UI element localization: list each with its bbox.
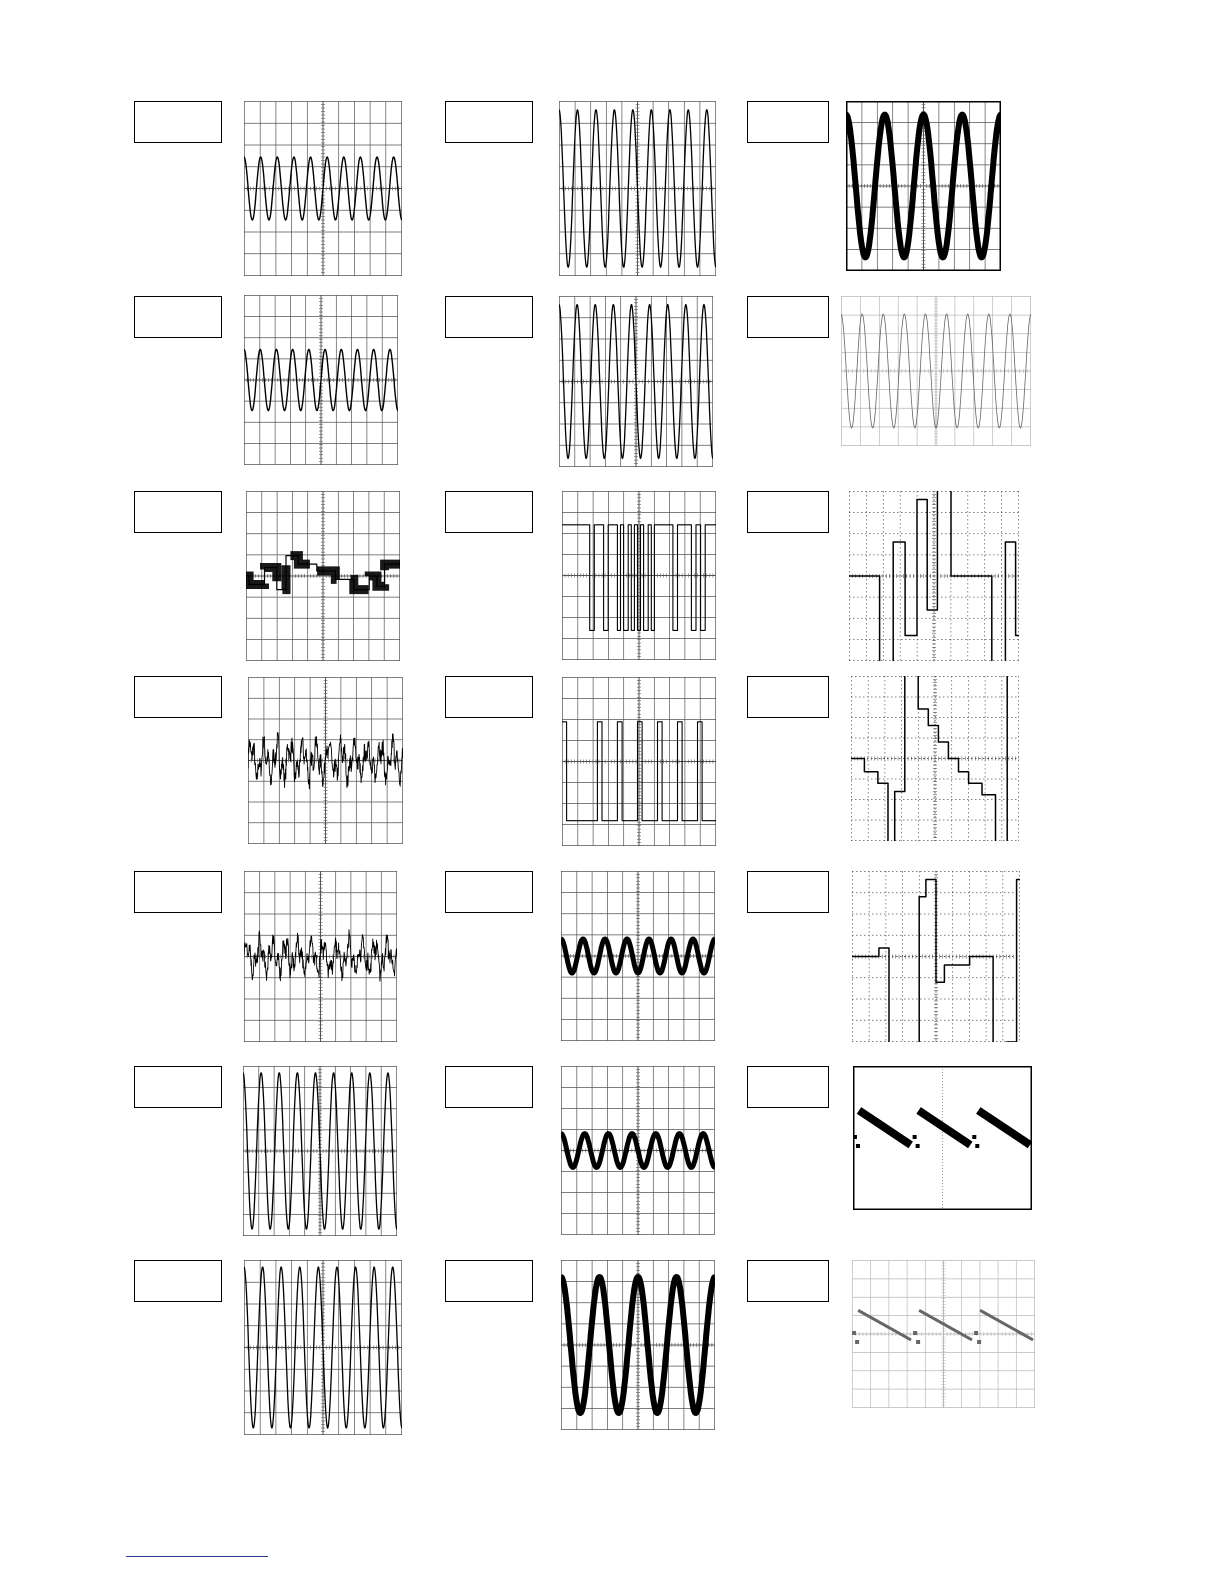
waveform-label-box [445,491,533,533]
trace-dot [916,1144,920,1148]
oscilloscope-trace-r7c3 [852,1260,1035,1408]
waveform-trace [858,1310,1033,1340]
trace-dot [853,1135,857,1139]
oscilloscope-trace-r3c1 [246,491,400,661]
waveform-label-box [134,1260,222,1302]
trace-dot [916,1340,920,1344]
oscilloscope-trace-r3c2 [562,491,716,660]
trace-dot [974,1331,978,1335]
waveform-label-box [134,101,222,143]
oscilloscope-trace-r1c3 [846,101,1001,271]
waveform-label-box [134,296,222,338]
oscilloscope-trace-r4c2 [562,677,716,846]
oscilloscope-trace-r2c1 [244,295,398,465]
trace-dot [913,1331,917,1335]
trace-dot [913,1135,917,1139]
waveform-label-box [445,676,533,718]
oscilloscope-trace-r5c2 [561,871,715,1041]
waveform-label-box [747,676,829,718]
waveform-trace [859,1110,1030,1145]
waveform-label-box [747,1066,829,1108]
waveform-label-box [747,296,829,338]
oscilloscope-trace-r2c2 [559,296,713,467]
oscilloscope-trace-r5c1 [244,871,397,1042]
waveform-label-box [134,491,222,533]
waveform-trace [852,880,1020,1043]
waveform-label-box [747,491,829,533]
oscilloscope-trace-r6c3 [853,1066,1032,1210]
waveform-label-box [445,1260,533,1302]
waveform-label-box [134,871,222,913]
oscilloscope-trace-r4c1 [248,677,403,844]
oscilloscope-trace-r7c1 [244,1260,402,1435]
waveform-label-box [445,871,533,913]
waveform-label-box [747,871,829,913]
oscilloscope-trace-r7c2 [561,1260,715,1430]
oscilloscope-trace-r4c3 [851,676,1019,841]
waveform-label-box [445,101,533,143]
waveform-label-box [747,101,829,143]
trace-dot [975,1144,979,1148]
oscilloscope-trace-r6c2 [561,1066,715,1235]
oscilloscope-trace-r2c3 [841,296,1031,446]
trace-dot [855,1340,859,1344]
oscilloscope-trace-r5c3 [852,871,1020,1042]
waveform-label-box [445,296,533,338]
waveform-label-box [134,676,222,718]
footer-rule [126,1556,268,1557]
oscilloscope-trace-r1c1 [244,101,402,276]
waveform-label-box [747,1260,829,1302]
oscilloscope-trace-r6c1 [243,1066,397,1236]
waveform-label-box [134,1066,222,1108]
trace-dot [856,1144,860,1148]
waveform-label-box [445,1066,533,1108]
trace-dot [977,1340,981,1344]
oscilloscope-trace-r3c3 [849,491,1019,661]
trace-dot [852,1331,856,1335]
oscilloscope-trace-r1c2 [559,101,716,276]
trace-dot [972,1135,976,1139]
